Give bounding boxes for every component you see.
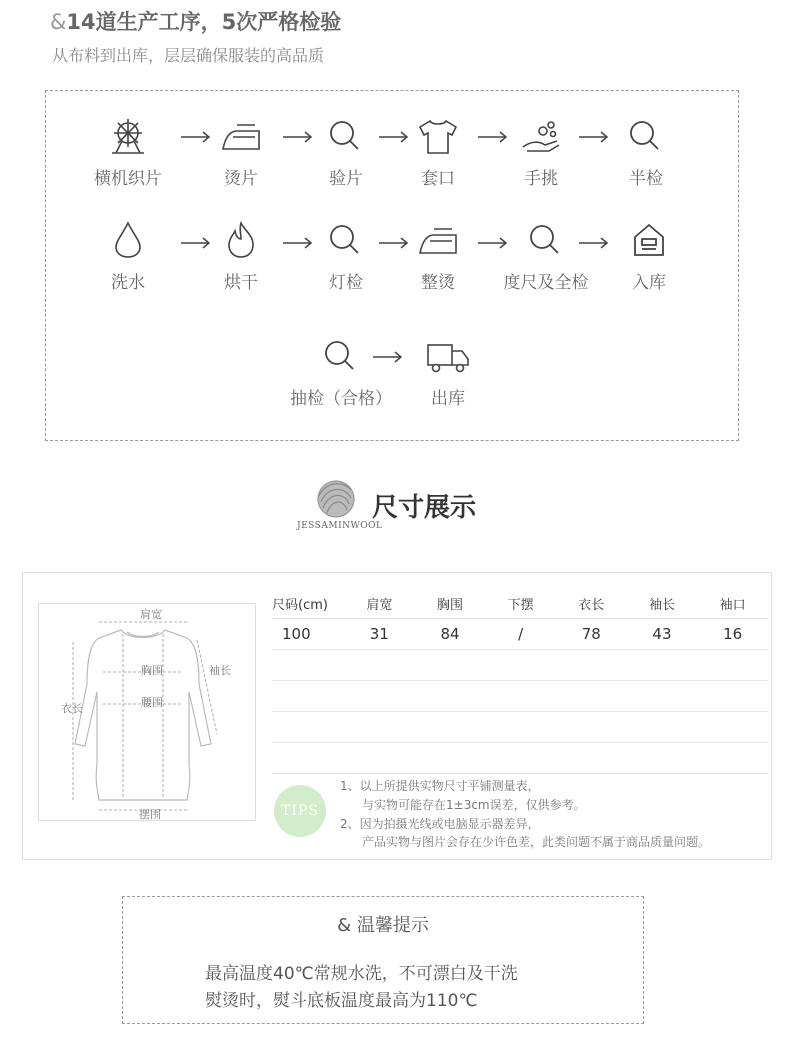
note-line: 与实物可能存在1±3cm误差，仅供参考。 [362,798,586,812]
step-label: 灯检 [329,273,363,293]
step-label: 抽检（合格） [290,389,392,409]
cell-hem: / [518,625,524,643]
magnifier-icon [324,221,368,259]
step-linking [383,117,493,189]
knitting-machine-icon [106,117,150,155]
step-measure-full-inspection [491,221,601,293]
header-sleeve: 袖长 [648,597,675,613]
tips-badge: TIPS [274,785,326,837]
section-subtitle: 从布料到出库，层层确保服装的高品质 [52,46,325,65]
cell-size: 100 [282,625,311,643]
empty-row [272,712,768,743]
step-sampling-inspection [286,337,396,409]
empty-row [272,650,768,681]
empty-row [272,743,768,774]
step-warehousing [594,221,704,293]
header-chest: 胸围 [436,597,463,613]
warm-tips-title: & 温馨提示 [337,915,429,936]
magnifier-icon [624,117,668,155]
warm-tip-line: 熨烫时，熨斗底板温度最高为110℃ [205,991,478,1011]
ampersand: & [50,10,67,34]
hem-label: 摆围 [139,808,161,821]
dress-diagram [38,603,256,821]
step-washing [73,221,183,293]
table-header-row [272,588,768,619]
step-label: 横机织片 [94,169,162,189]
process-box [45,90,739,441]
step-label: 手挑 [524,169,558,189]
shirt-icon [416,117,460,155]
step-label: 整烫 [421,273,455,293]
step-label: 烫片 [224,169,258,189]
iron-icon [416,221,460,259]
size-table [272,588,768,774]
step-label: 度尺及全检 [503,273,589,293]
step-drying [186,221,296,293]
note-line: 产品实物与图片会存在少许色差，此类问题不属于商品质量问题。 [362,835,711,849]
step-half-inspection [591,117,701,189]
cell-length: 78 [581,625,601,643]
step-hand-picking [486,117,596,189]
section-title [50,6,341,36]
warehouse-icon [627,221,671,259]
chest-label: 胸围 [141,664,163,677]
header-length: 衣长 [578,597,605,613]
shoulder-label: 肩宽 [140,608,162,621]
step-label: 出库 [431,389,465,409]
sleeve-label: 袖长 [209,664,231,677]
magnifier-icon [324,117,368,155]
cell-sleeve: 43 [652,625,672,643]
step-label: 洗水 [111,273,145,293]
step-shipping [393,337,503,409]
header-hem: 下摆 [507,597,534,613]
brand-name: JESSAMINWOOL [297,521,383,531]
step-label: 套口 [421,169,455,189]
note-line: 1、以上所提供实物尺寸平铺测量表， [340,779,540,793]
step-knitting [73,117,183,189]
water-drop-icon [106,221,150,259]
size-section-title: 尺寸展示 [372,493,477,523]
flame-icon [219,221,263,259]
warm-tip-line: 最高温度40℃常规水洗，不可漂白及干洗 [205,964,518,984]
magnifier-icon [524,221,568,259]
hand-picking-icon [519,117,563,155]
cell-chest: 84 [440,625,460,643]
step-label: 验片 [329,169,363,189]
waist-label: 腰围 [141,696,163,709]
empty-row [272,681,768,712]
step-final-ironing [383,221,493,293]
magnifier-icon [319,337,363,375]
header-shoulder: 肩宽 [366,597,393,613]
header-cuff: 袖口 [719,597,746,613]
step-ironing-pieces [186,117,296,189]
header-size: 尺码(cm) [272,597,328,613]
step-label: 烘干 [224,273,258,293]
step-label: 入库 [632,273,666,293]
brand-logo-icon [313,478,359,520]
cell-shoulder: 31 [369,625,389,643]
truck-icon [426,337,470,375]
table-row [272,619,768,650]
step-label: 半检 [629,169,663,189]
length-label: 衣长 [61,702,83,715]
cell-cuff: 16 [723,625,743,643]
warm-tips-box [122,896,644,1024]
note-line: 2、因为拍摄光线或电脑显示器差异， [340,817,540,831]
iron-icon [219,117,263,155]
title-text: 14道生产工序，5次严格检验 [66,10,342,34]
